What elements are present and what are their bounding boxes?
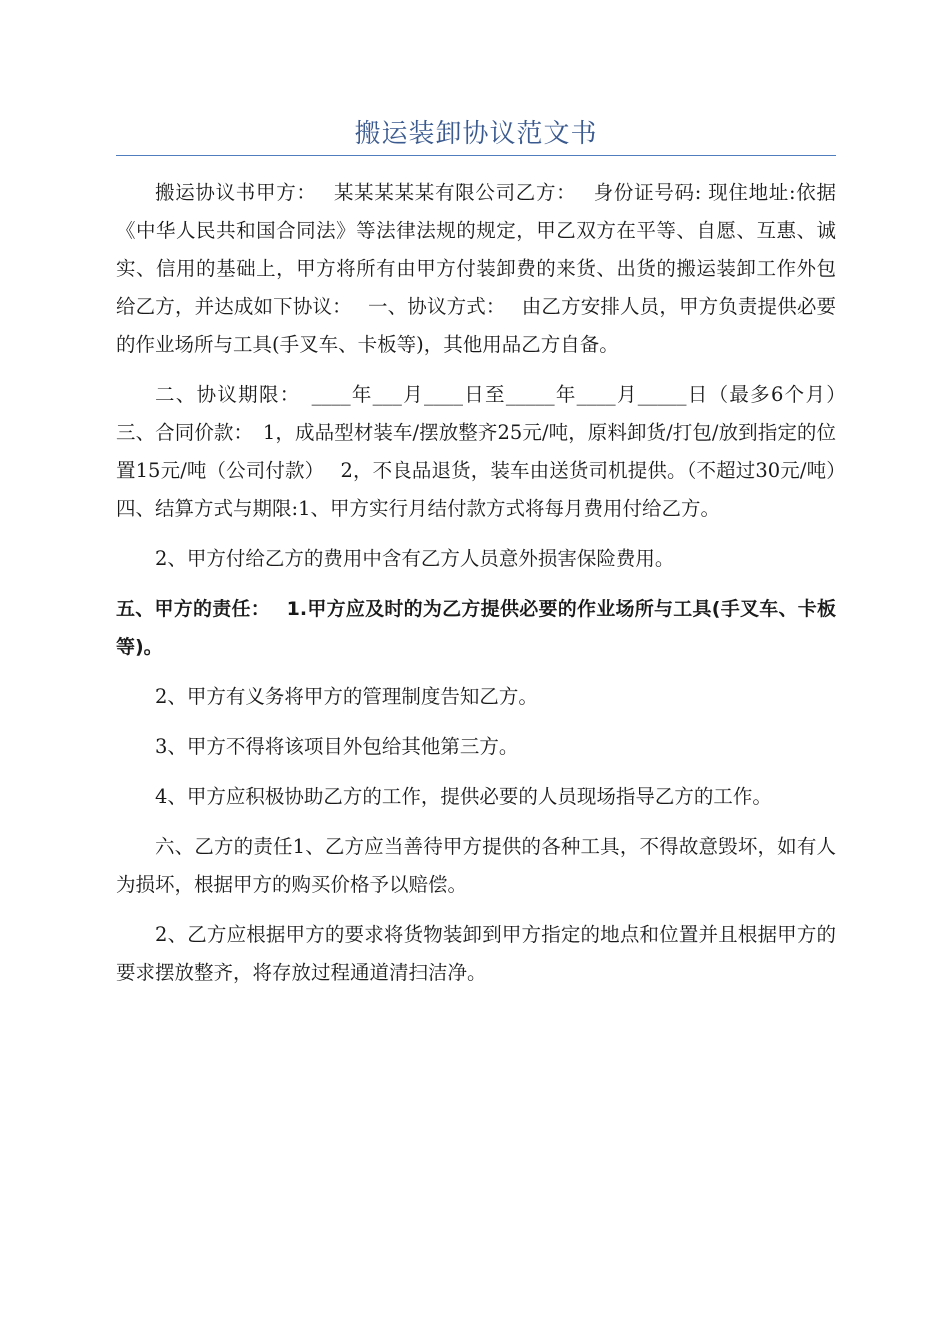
document-title: 搬运装卸协议范文书 xyxy=(354,119,598,149)
paragraph-party-a-duty-3: 3、甲方不得将该项目外包给其他第三方。 xyxy=(155,735,519,758)
paragraph-party-a-duties-heading: 五、甲方的责任： 1.甲方应及时的为乙方提供必要的作业场所与工具(手叉车、卡板等)。 xyxy=(116,598,836,658)
paragraph-term-price-settlement: 二、协议期限： ____年___月____日至_____年____月_____日（最多6个月） 三、合同价款： 1，成品型材装车/摆放整齐25元/吨，原料卸货/打包/放到指定的位置15元/吨（公司付款） 2，不良品退货，装车由送货司机提供。（不超过30元/吨） 四、结算方式与期限:1、甲方实行月结付款方式将每月费用付给乙方。 xyxy=(116,383,862,520)
title-divider xyxy=(116,155,836,156)
paragraph-party-a-duty-2: 2、甲方有义务将甲方的管理制度告知乙方。 xyxy=(155,685,538,708)
paragraph-preamble: 搬运协议书甲方： 某某某某某有限公司乙方： 身份证号码: 现住地址:依据《中华人民共和国合同法》等法律法规的规定，甲乙双方在平等、自愿、互惠、诚实、信用的基础上，甲方将所有由甲方付装卸费的来货、出货的搬运装卸工作外包给乙方，并达成如下协议： 一、协议方式： 由乙方安排人员，甲方负责提供必要的作业场所与工具(手叉车、卡板等)，其他用品乙方自备。 xyxy=(116,181,836,356)
paragraph-party-a-duty-4: 4、甲方应积极协助乙方的工作，提供必要的人员现场指导乙方的工作。 xyxy=(155,785,772,808)
paragraph-party-b-duties: 六、乙方的责任1、乙方应当善待甲方提供的各种工具，不得故意毁坏，如有人为损坏，根据甲方的购买价格予以赔偿。 xyxy=(116,835,836,896)
paragraph-party-b-duty-2: 2、乙方应根据甲方的要求将货物装卸到甲方指定的地点和位置并且根据甲方的要求摆放整齐，将存放过程通道清扫洁净。 xyxy=(116,923,836,984)
paragraph-insurance: 2、甲方付给乙方的费用中含有乙方人员意外损害保险费用。 xyxy=(155,547,675,570)
document-page xyxy=(116,0,862,1004)
